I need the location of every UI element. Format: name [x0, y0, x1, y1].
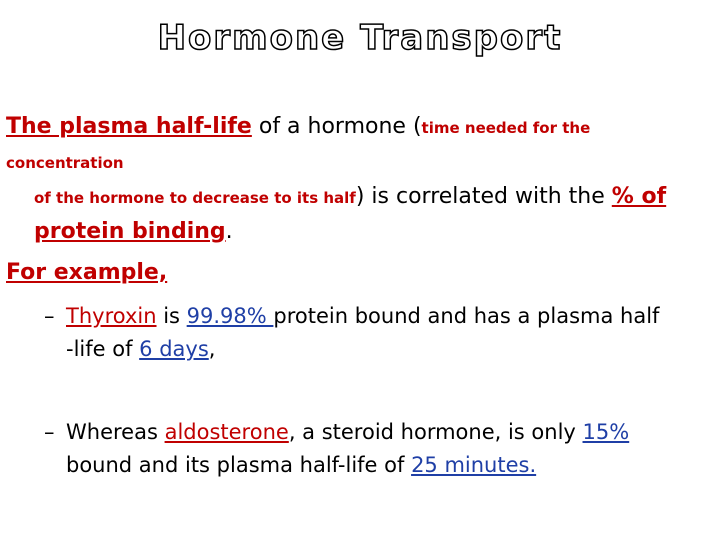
- example-heading: For example,: [6, 260, 168, 285]
- definition-text-continued: of the hormone to decrease to its half: [34, 189, 356, 207]
- aldosterone-half-life: 25 minutes.: [411, 453, 537, 477]
- slide-title: Hormone Transport: [157, 18, 563, 58]
- percent-of-term: % of: [611, 184, 667, 209]
- thyroxin-percent: 99.98%: [186, 304, 274, 328]
- bullet-thyroxin: – Thyroxin is 99.98% protein bound and has a plasma half -life of 6 days,: [44, 300, 714, 366]
- aldosterone-term: aldosterone: [164, 420, 289, 444]
- thyroxin-half-life: 6 days: [139, 337, 209, 361]
- protein-binding-term: protein binding: [34, 219, 226, 244]
- bullet-aldosterone: – Whereas aldosterone, a steroid hormone, is only 15% bound and its plasma half-life of 25 minutes.: [44, 416, 714, 482]
- bullet-dash: –: [44, 420, 55, 444]
- half-life-paragraph: The plasma half-life of a hormone (time needed for the concentration of the hormone to decrease to its half) is correlated with the % of protein binding.: [6, 114, 667, 244]
- definition-text: time needed for the concentration: [6, 119, 591, 172]
- thyroxin-term: Thyroxin: [66, 304, 157, 328]
- aldosterone-percent: 15%: [582, 420, 630, 444]
- bullet-dash: –: [44, 304, 55, 328]
- plasma-half-life-term: The plasma half-life: [6, 114, 252, 139]
